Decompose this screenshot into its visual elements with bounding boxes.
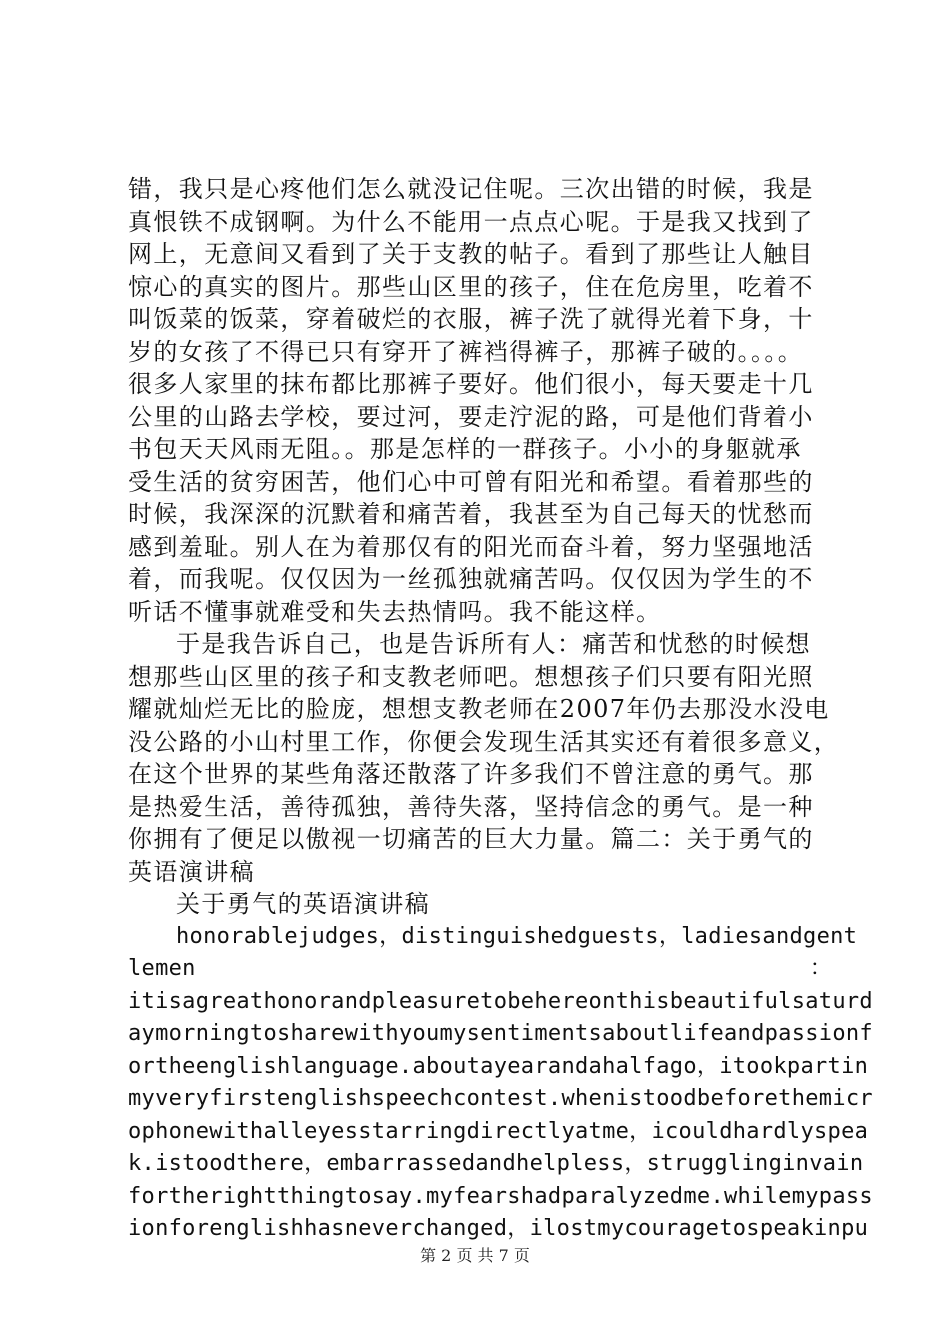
text-line: 叫饭菜的饭菜，穿着破烂的衣服，裤子洗了就得光着下身，十 bbox=[128, 305, 814, 333]
text-line: 惊心的真实的图片。那些山区里的孩子，住在危房里，吃着不 bbox=[128, 272, 814, 301]
text-line: 岁的女孩了不得已只有穿开了裤裆得裤子，那裤子破的。。。。 bbox=[128, 337, 804, 366]
text-line: 真恨铁不成钢啊。为什么不能用一点点心呢。于是我又找到了 bbox=[128, 207, 814, 236]
document-body bbox=[128, 173, 873, 1246]
text-line: honorablejudges，distinguishedguests，ladiesandgent bbox=[176, 923, 858, 949]
text-line: 耀就灿烂无比的脸庞，想想支教老师在2007年仍去那没水没电 bbox=[128, 695, 830, 723]
text-line: 着，而我呢。仅仅因为一丝孤独就痛苦吗。仅仅因为学生的不 bbox=[128, 565, 814, 593]
text-line: 公里的山路去学校，要过河，要走泞泥的路，可是他们背着小 bbox=[128, 402, 814, 431]
text-line bbox=[128, 953, 832, 986]
text-line: 网上，无意间又看到了关于支教的帖子。看到了那些让人触目 bbox=[128, 240, 814, 268]
text-line: 听话不懂事就难受和失去热情吗。我不能这样。 bbox=[128, 597, 662, 626]
page-number-footer: 第 2 页 共 7 页 bbox=[420, 1246, 530, 1265]
text-fragment: lemen bbox=[128, 956, 196, 981]
text-line: 没公路的小山村里工作，你便会发现生活其实还有着很多意义， bbox=[128, 727, 840, 756]
text-line: itisagreathonorandpleasuretobehereonthisbeautifulsaturd bbox=[128, 988, 873, 1014]
text-line: 很多人家里的抹布都比那裤子要好。他们很小，每天要走十几 bbox=[128, 370, 814, 398]
text-line: 英语演讲稿 bbox=[128, 857, 255, 886]
text-line: 想那些山区里的孩子和支教老师吧。想想孩子们只要有阳光照 bbox=[128, 662, 814, 691]
text-line: 感到羞耻。别人在为着那仅有的阳光而奋斗着，努力坚强地活 bbox=[128, 532, 814, 561]
text-line: k.istoodthere，embarrassedandhelpless，strugglinginvain bbox=[128, 1151, 864, 1176]
paragraph-2 bbox=[128, 628, 840, 888]
text-line: 受生活的贫穷困苦，他们心中可曾有阳光和希望。看着那些的 bbox=[128, 467, 814, 496]
text-line: ionforenglishhasneverchanged，ilostmycouragetospeakinpu bbox=[128, 1216, 869, 1241]
text-line: 于是我告诉自己，也是告诉所有人：痛苦和忧愁的时候想 bbox=[176, 630, 811, 658]
text-line: 时候，我深深的沉默着和痛苦着，我甚至为自己每天的忧愁而 bbox=[128, 500, 814, 528]
paragraph-1 bbox=[128, 173, 832, 628]
speech-heading: 关于勇气的英语演讲稿 bbox=[176, 890, 430, 918]
text-line: fortherightthingtosay.myfearshadparalyzedme.whilemypass bbox=[128, 1183, 873, 1209]
text-line: 在这个世界的某些角落还散落了许多我们不曾注意的勇气。那 bbox=[128, 760, 814, 788]
text-line: ortheenglishlanguage.aboutayearandahalfago，itookpartin bbox=[128, 1053, 869, 1079]
text-line: 书包天天风雨无阻。。那是怎样的一群孩子。小小的身躯就承 bbox=[128, 435, 802, 463]
text-line: myveryfirstenglishspeechcontest.whenistoodbeforethemicr bbox=[128, 1086, 873, 1111]
text-line: aymorningtosharewithyoumysentimentsaboutlifeandpassionf bbox=[128, 1021, 873, 1046]
text-line: ophonewithalleyesstarringdirectlyatme，icouldhardlyspea bbox=[128, 1118, 869, 1144]
text-line: 你拥有了便足以傲视一切痛苦的巨大力量。篇二：关于勇气的 bbox=[128, 825, 814, 853]
text-fragment: ： bbox=[809, 956, 832, 981]
text-line: 是热爱生活，善待孤独，善待失落，坚持信念的勇气。是一种 bbox=[128, 792, 814, 821]
english-speech bbox=[128, 921, 873, 1246]
text-line: 错，我只是心疼他们怎么就没记住呢。三次出错的时候，我是 bbox=[128, 175, 814, 203]
